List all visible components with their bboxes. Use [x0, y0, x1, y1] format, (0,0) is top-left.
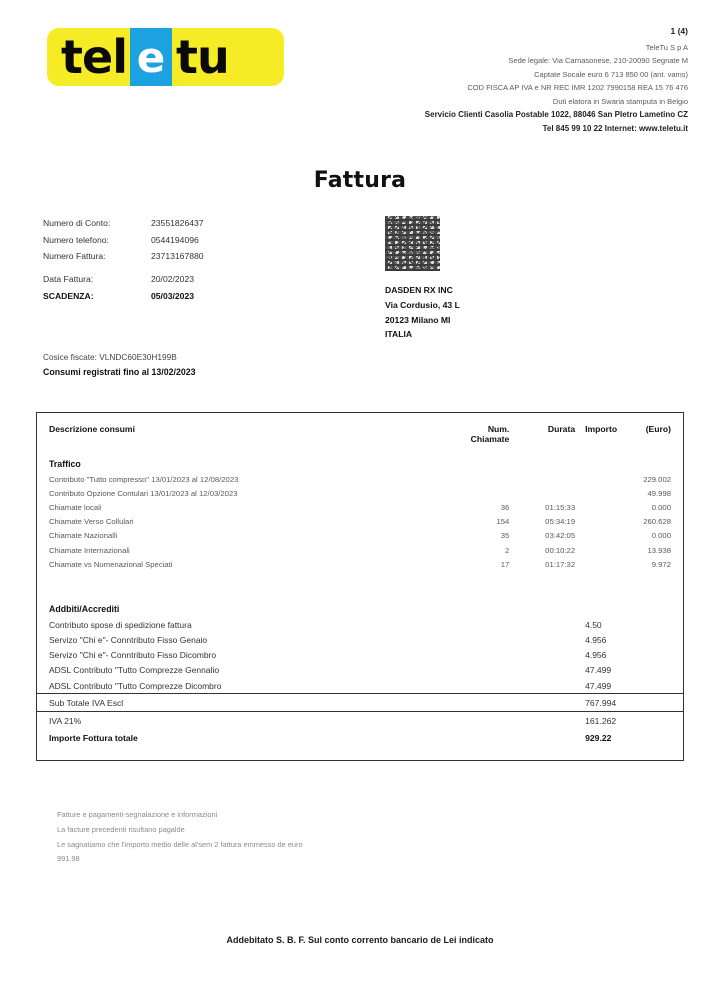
recipient-block — [385, 216, 460, 342]
header-descrizione: Descrizione consumi — [49, 424, 135, 434]
row-description: Servizo "Chi e"- Conntributo Fisso Genaio — [49, 635, 208, 646]
teletu-logo — [47, 28, 284, 86]
row-importo: 47.499 — [585, 680, 612, 691]
row-num — [435, 486, 509, 500]
header-importo: Importo — [585, 424, 618, 434]
row-num: 35 — [500, 531, 510, 541]
page-number: 1 (4) — [670, 26, 688, 36]
note-line: 991.98 — [57, 854, 80, 864]
row-num: 2 — [505, 545, 510, 555]
company-line: TeleTu S p A — [645, 43, 688, 53]
row-importo: 47.499 — [585, 665, 612, 676]
row-euro: 0.000 — [651, 502, 671, 512]
row-durata: 01:15:33 — [545, 502, 576, 512]
contact-line: Tel 845 99 10 22 Internet: www.teletu.it — [542, 124, 688, 134]
grand-total-label: Importe Fottura totale — [49, 732, 138, 743]
vat-value: 161.262 — [575, 712, 631, 730]
company-info-block — [425, 24, 688, 136]
meta-value: 05/03/2023 — [151, 290, 195, 301]
meta-value: 23713167880 — [151, 251, 204, 261]
company-line: Duti elatora in Swaria stamputa in Belgio — [552, 96, 688, 106]
table-row — [37, 529, 683, 543]
recipient-city: 20123 Milano MI — [385, 314, 451, 325]
row-durata: 00:10:22 — [545, 545, 576, 555]
row-description: Chiamate Nazionalli — [49, 531, 118, 541]
logo-text-tu: tu — [175, 30, 229, 84]
row-description: Chiamate locali — [49, 502, 102, 512]
row-description: Chiamate Internazionali — [49, 545, 130, 555]
header-euro: (Euro) — [645, 424, 671, 434]
meta-value: 23551826437 — [151, 218, 204, 228]
row-durata: 01:17:32 — [545, 559, 576, 569]
meta-value: 0544194096 — [151, 234, 199, 245]
table-header-row — [37, 413, 683, 434]
meta-label: Numero telefono: — [43, 234, 109, 245]
note-line: Le sagnatiamo che l'importo medio delle al'sem 2 fattura emmesso de euro — [57, 839, 303, 849]
subtotal-label: Sub Totale IVA Escl — [37, 694, 435, 712]
meta-value: 20/02/2023 — [151, 274, 195, 284]
meta-label: Data Fattura: — [43, 274, 94, 284]
row-euro: 229.002 — [643, 474, 671, 484]
subtotal-value: 767.994 — [575, 694, 631, 712]
meta-row-phone — [43, 235, 204, 245]
recipient-street: Via Cordusio, 43 L — [385, 299, 460, 310]
invoice-meta-block — [43, 218, 204, 307]
fiscal-block — [43, 350, 196, 380]
vat-row — [37, 712, 683, 730]
table-row — [37, 515, 683, 529]
row-num: 154 — [496, 517, 510, 527]
recipient-name: DASDEN RX INC — [385, 285, 453, 295]
meta-label: Numero di Conto: — [43, 218, 111, 228]
grand-total-row — [37, 729, 683, 746]
row-durata — [509, 472, 575, 486]
datamatrix-barcode-icon — [385, 216, 440, 271]
row-num: 36 — [500, 502, 510, 512]
table-spacer — [37, 571, 683, 597]
table-row — [37, 633, 683, 648]
row-euro: 13.938 — [647, 545, 671, 555]
row-durata: 05:34:19 — [545, 517, 576, 527]
meta-label: SCADENZA: — [43, 290, 94, 301]
header-durata: Durata — [547, 424, 576, 434]
row-euro: 260.628 — [643, 517, 671, 527]
section-header-addebiti — [37, 597, 683, 617]
row-euro: 49.998 — [647, 488, 671, 498]
table-row — [37, 648, 683, 663]
row-description: ADSL Contributo "Tutto Comprezze Gennalio — [49, 665, 220, 676]
footer-notes — [57, 808, 303, 867]
subtotal-row — [37, 694, 683, 712]
logo-text-tel: tel — [61, 30, 127, 84]
row-durata — [509, 486, 575, 500]
recipient-country: ITALIA — [385, 329, 413, 340]
company-line: Captate Socale euro 6 713 850 00 (ant. vams) — [534, 69, 688, 79]
row-num — [435, 472, 509, 486]
company-line: COD FISCA AP IVA e NR REC IMR 1202 7990158 REA 15 76 476 — [467, 83, 688, 93]
table-tail-spacer — [37, 746, 683, 760]
table-row — [37, 663, 683, 678]
row-euro: 9.972 — [651, 559, 671, 569]
vat-label: IVA 21% — [37, 712, 435, 730]
table-row — [37, 557, 683, 571]
section-header-traffico — [37, 452, 683, 472]
recipient-address — [385, 283, 460, 342]
section-label: Traffico — [49, 459, 81, 469]
row-importo: 4.50 — [585, 619, 602, 630]
grand-total-value: 929.22 — [585, 732, 612, 743]
company-line: Sede legale: Via Carnasonese, 210-20090 Segnate M — [508, 56, 688, 66]
meta-label: Numero Fattura: — [43, 251, 106, 261]
header-chiamate: Chiamate — [470, 434, 510, 444]
note-line: Fatture e pagamenti-segnalazione e informazioni — [57, 810, 218, 819]
codice-fiscale: Cosice fiscate: VLNDC60E30H199B — [43, 352, 177, 362]
row-importo: 4.956 — [585, 650, 607, 661]
payment-instruction-line: Addebitato S. B. F. Sul conto corrento bancario de Lei indicato — [226, 935, 494, 945]
row-description: ADSL Contributo "Tutto Comprezze Dicombro — [49, 680, 222, 691]
meta-row-invoice-number — [43, 251, 204, 261]
row-importo: 4.956 — [585, 635, 607, 646]
consumption-table — [36, 412, 684, 761]
section-label: Addbiti/Accrediti — [49, 604, 120, 615]
row-euro: 0.000 — [651, 531, 671, 541]
customer-service-line: Servicio Clienti Casolia Postable 1022, 88046 San Pletro Lametino CZ — [424, 109, 688, 119]
page-title: Fattura — [313, 168, 407, 193]
logo-text-e: e — [130, 28, 172, 86]
header-num: Num. — [487, 424, 510, 434]
row-description: Contributo Opzione Contulari 13/01/2023 al 12/03/2023 — [49, 488, 238, 498]
meta-row-account — [43, 218, 204, 228]
consumi-period-note: Consumi registrati fino al 13/02/2023 — [43, 366, 196, 377]
table-row — [37, 617, 683, 632]
table-header-row-2 — [37, 434, 683, 452]
row-durata: 03:42:05 — [545, 531, 576, 541]
meta-row-due-date — [43, 291, 204, 301]
note-line: La facture precedenti risultano pagalde — [57, 824, 185, 834]
row-description: Servizo "Chi e"- Conntributo Fisso Dicombro — [49, 650, 217, 661]
meta-row-invoice-date — [43, 274, 204, 284]
table-row — [37, 500, 683, 514]
row-description: Contributo spose di spedizione fattura — [49, 619, 192, 630]
row-description: Contributo "Tutto compresso" 13/01/2023 al 12/08/2023 — [49, 474, 239, 484]
document-header — [0, 0, 720, 160]
row-description: Chiamate Verso Collulari — [49, 517, 134, 527]
table-row — [37, 678, 683, 694]
table-row — [37, 472, 683, 486]
row-description: Chiamate vs Numenazional Speciati — [49, 559, 173, 569]
table-row — [37, 543, 683, 557]
row-num: 17 — [500, 559, 510, 569]
table-row — [37, 486, 683, 500]
